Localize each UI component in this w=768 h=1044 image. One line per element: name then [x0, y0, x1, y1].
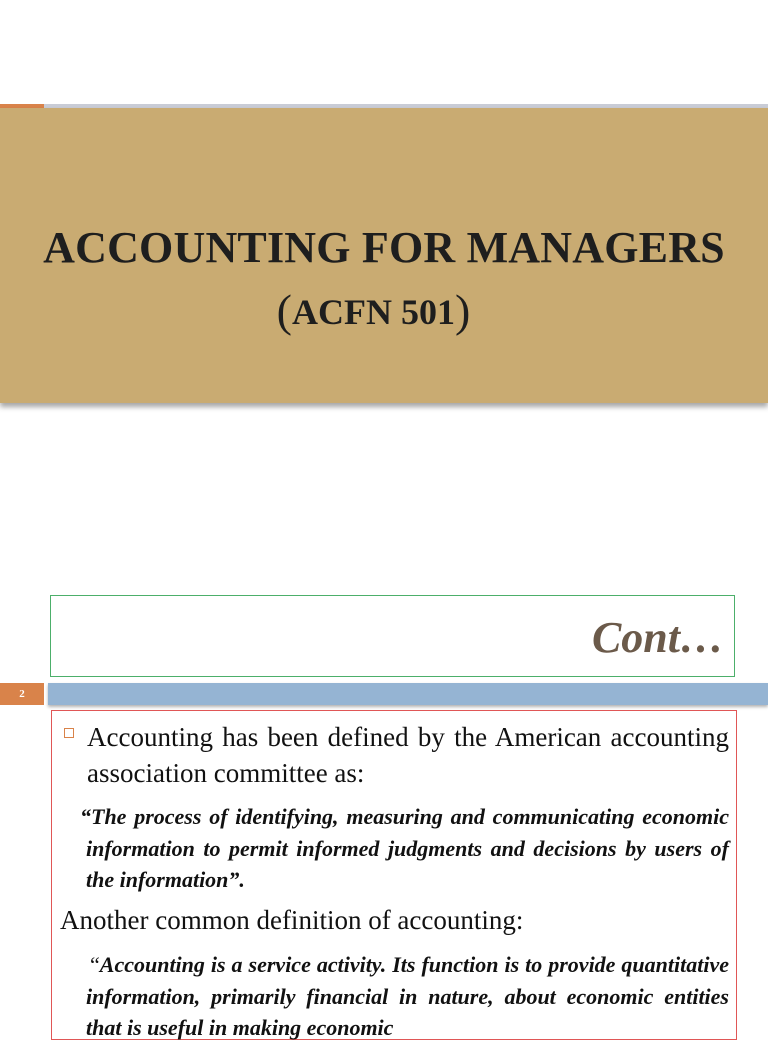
- definition-quote-2: [86, 949, 729, 1044]
- hollow-square-bullet-icon: [64, 728, 74, 738]
- bullet-item: [60, 719, 729, 791]
- content-box: [51, 710, 737, 1040]
- bullet-text: Accounting has been defined by the American accounting association committee as:: [87, 722, 729, 788]
- blue-header-bar: [48, 683, 768, 705]
- slide-number-badge: 2: [0, 683, 44, 705]
- quote2-open-mark: “: [90, 952, 100, 977]
- close-paren: ): [454, 285, 471, 336]
- slide-header-bar: [0, 683, 768, 705]
- another-definition-label: Another common definition of accounting:: [60, 905, 524, 935]
- course-code-line: [0, 282, 747, 335]
- slide-title: ACCOUNTING FOR MANAGERS: [43, 223, 725, 272]
- course-code: ACFN 501: [292, 292, 455, 332]
- open-paren: (: [276, 285, 292, 336]
- slide-heading: Cont…: [591, 613, 724, 662]
- heading-box: [50, 595, 735, 677]
- quote2-body: Accounting is a service activity. Its function is to provide quantitative information, primarily financial in nature, about economic entities that is useful in making economic: [86, 952, 729, 1040]
- definition-quote-1: “The process of identifying, measuring and communicating economic information to permit informed judgments and decisions by users of the information”.: [80, 804, 729, 892]
